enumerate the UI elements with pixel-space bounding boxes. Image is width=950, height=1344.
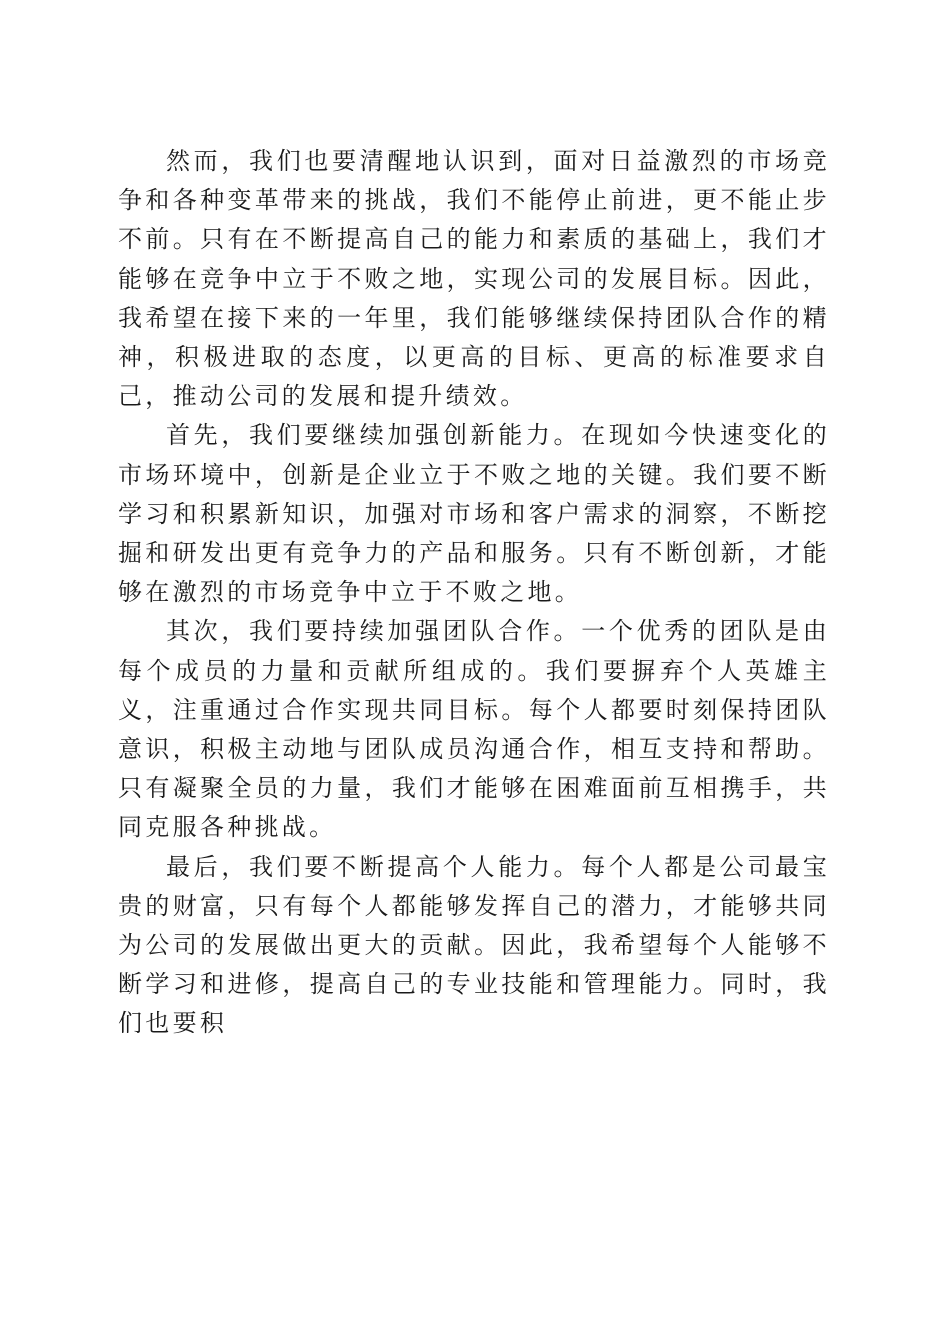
paragraph-2: 首先，我们要继续加强创新能力。在现如今快速变化的市场环境中，创新是企业立于不败之地的关键。我们要不断学习和积累新知识，加强对市场和客户需求的洞察，不断挖掘和研发出更有竞争力的产品和服务。只有不断创新，才能够在激烈的市场竞争中立于不败之地。 [118,421,830,607]
document-body [118,142,830,1044]
paragraph-3: 其次，我们要持续加强团队合作。一个优秀的团队是由每个成员的力量和贡献所组成的。我们要摒弃个人英雄主义，注重通过合作实现共同目标。每个人都要时刻保持团队意识，积极主动地与团队成员沟通合作，相互支持和帮助。只有凝聚全员的力量，我们才能够在困难面前互相携手，共同克服各种挑战。 [118,617,830,842]
paragraph-1: 然而，我们也要清醒地认识到，面对日益激烈的市场竞争和各种变革带来的挑战，我们不能停止前进，更不能止步不前。只有在不断提高自己的能力和素质的基础上，我们才能够在竞争中立于不败之地，实现公司的发展目标。因此，我希望在接下来的一年里，我们能够继续保持团队合作的精神，积极进取的态度，以更高的目标、更高的标准要求自己，推动公司的发展和提升绩效。 [118,147,830,411]
paragraph-4: 最后，我们要不断提高个人能力。每个人都是公司最宝贵的财富，只有每个人都能够发挥自己的潜力，才能够共同为公司的发展做出更大的贡献。因此，我希望每个人能够不断学习和进修，提高自己的专业技能和管理能力。同时，我们也要积 [118,852,830,1038]
